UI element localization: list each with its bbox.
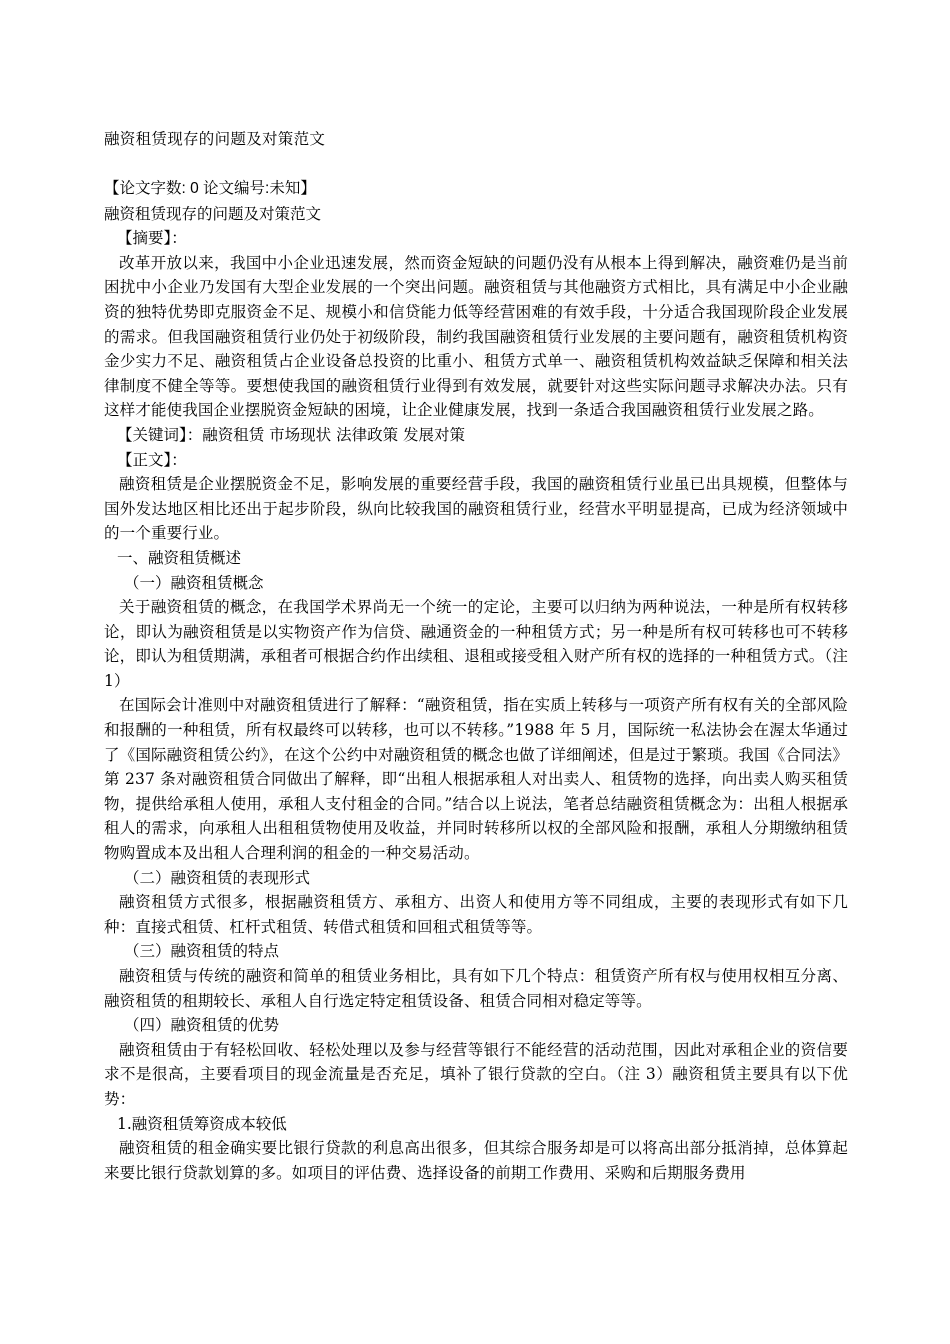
abstract-label: 【摘要】： (117, 229, 187, 248)
article-meta: 【论文字数: 0 论文编号:未知】 (104, 180, 316, 197)
intro-paragraph: 融资租赁是企业摆脱资金不足，影响发展的重要经营手段，我国的融资租赁行业虽已出具规模，但整体与国外发达地区相比还出于起步阶段，纵向比较我国的融资租赁行业，经营水平明显提高，已成为经济领域中的一个重要行业。 (104, 475, 848, 543)
features-paragraph: 融资租赁与传统的融资和简单的租赁业务相比，具有如下几个特点：租赁资产所有权与使用权相互分离、融资租赁的租期较长、承租人自行选定特定租赁设备、租赁合同相对稳定等等。 (104, 967, 848, 1010)
subsection-heading-advantages: （四）融资租赁的优势 (124, 1016, 280, 1035)
section-heading: 一、融资租赁概述 (117, 548, 242, 567)
item-heading-cost: 1.融资租赁筹资成本较低 (117, 1114, 287, 1133)
subsection-heading-forms: （二）融资租赁的表现形式 (124, 868, 311, 887)
subsection-heading-features: （三）融资租赁的特点 (124, 942, 280, 961)
concept-paragraph-2: 在国际会计准则中对融资租赁进行了解释：“融资租赁，指在实质上转移与一项资产所有权有关的全部风险和报酬的一种租赁，所有权最终可以转移，也可以不转移。”1988 年 5 月，国际统一私法协会在渥太华通过了《国际融资租赁公约》，在这个公约中对融资租赁的概念也做了详细阐述，但是过于繁琐。我国《合同法》第 237 条对融资租赁合同做出了解释，即“出租人根据承租人对出卖人、租赁物的选择，向出卖人购买租赁物，提供给承租人使用，承租人支付租金的合同。”结合以上说法，笔者总结融资租赁概念为：出租人根据承租人的需求，向承租人出租租赁物使用及收益，并同时转移所以权的全部风险和报酬，承租人分期缴纳租赁物购置成本及出租人合理利润的租金的一种交易活动。 (104, 696, 848, 863)
keywords-line: 【关键词】：融资租赁 市场现状 法律政策 发展对策 (117, 425, 466, 444)
subsection-heading-concept: （一）融资租赁概念 (124, 573, 264, 592)
advantages-paragraph: 融资租赁由于有轻松回收、轻松处理以及参与经营等银行不能经营的活动范围，因此对承租企业的资信要求不是很高，主要看项目的现金流量是否充足，填补了银行贷款的空白。（注 3）融资租赁主要具有以下优势： (104, 1040, 848, 1108)
abstract-paragraph: 改革开放以来，我国中小企业迅速发展，然而资金短缺的问题仍没有从根本上得到解决，融资难仍是当前困扰中小企业乃发国有大型企业发展的一个突出问题。融资租赁与其他融资方式相比，具有满足中小企业融资的独特优势即克服资金不足、规模小和信贷能力低等经营困难的有效手段，十分适合我国现阶段企业发展的需求。但我国融资租赁行业仍处于初级阶段，制约我国融资租赁行业发展的主要问题有，融资租赁机构资金少实力不足、融资租赁占企业设备总投资的比重小、租赁方式单一、融资租赁机构效益缺乏保障和相关法律制度不健全等等。要想使我国的融资租赁行业得到有效发展，就要针对这些实际问题寻求解决办法。只有这样才能使我国企业摆脱资金短缺的困境，让企业健康发展，找到一条适合我国融资租赁行业发展之路。 (104, 253, 848, 420)
document-body (104, 176, 848, 1185)
document-title: 融资租赁现存的问题及对策范文 (104, 130, 326, 148)
body-label: 【正文】： (117, 450, 187, 469)
concept-paragraph-1: 关于融资租赁的概念，在我国学术界尚无一个统一的定论，主要可以归纳为两种说法，一种是所有权转移论，即认为融资租赁是以实物资产作为信贷、融通资金的一种租赁方式；另一种是所有权可转移也可不转移论，即认为租赁期满，承租者可根据合约作出续租、退租或接受租入财产所有权的选择的一种租赁方式。（注 1） (104, 598, 848, 690)
article-subtitle: 融资租赁现存的问题及对策范文 (104, 204, 322, 223)
cost-paragraph: 融资租赁的租金确实要比银行贷款的利息高出很多，但其综合服务却是可以将高出部分抵消掉，总体算起来要比银行贷款划算的多。如项目的评估费、选择设备的前期工作费用、采购和后期服务费用 (104, 1139, 848, 1182)
forms-paragraph: 融资租赁方式很多，根据融资租赁方、承租方、出资人和使用方等不同组成，主要的表现形式有如下几种：直接式租赁、杠杆式租赁、转借式租赁和回租式租赁等等。 (104, 893, 848, 936)
